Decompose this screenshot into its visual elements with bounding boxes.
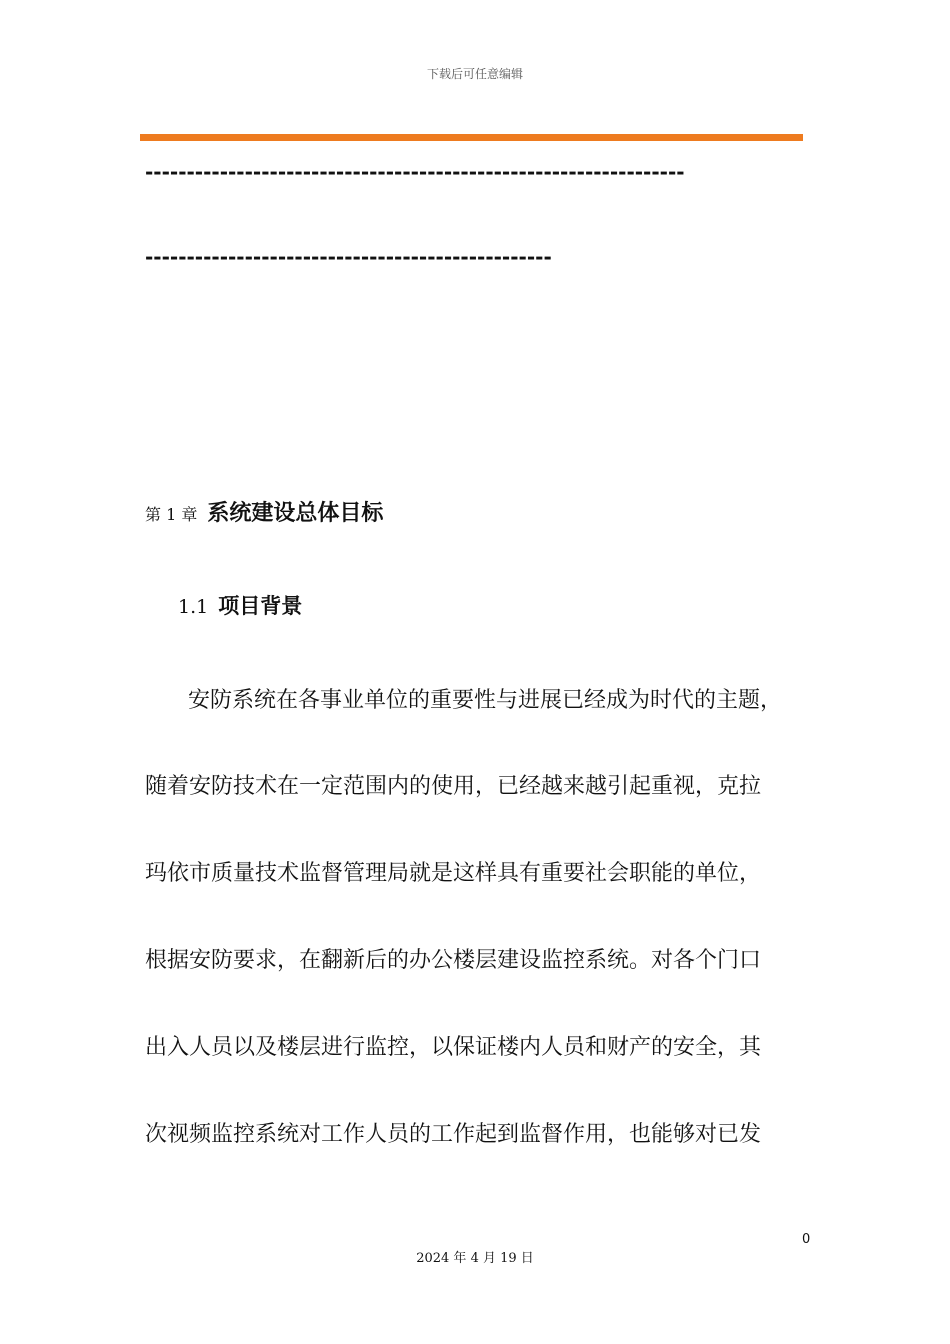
dash-separator-2: ------------------------------------------------- [145, 245, 552, 269]
section-title: 项目背景 [218, 594, 303, 618]
chapter-title: 系统建设总体目标 [207, 501, 384, 526]
chapter-number: 第 1 章 [145, 505, 198, 524]
footer-date: 2024 年 4 月 19 日 [416, 1251, 534, 1266]
chapter-heading [145, 496, 383, 527]
orange-divider [140, 134, 803, 141]
dash-separator-1: ----------------------------------------------------------------- [145, 160, 685, 184]
header-note: 下载后可任意编辑 [426, 67, 523, 81]
paragraph-line: 玛依市质量技术监督管理局就是这样具有重要社会职能的单位， [145, 861, 762, 886]
section-number: 1.1 [178, 596, 209, 618]
section-heading [178, 590, 302, 620]
paragraph-line: 出入人员以及楼层进行监控，以保证楼内人员和财产的安全，其 [145, 1035, 762, 1060]
paragraph-line: 随着安防技术在一定范围内的使用，已经越来越引起重视，克拉 [145, 774, 762, 799]
paragraph-line: 安防系统在各事业单位的重要性与进展已经成为时代的主题， [188, 688, 783, 713]
paragraph-line: 根据安防要求，在翻新后的办公楼层建设监控系统。对各个门口 [145, 948, 762, 973]
paragraph-line: 次视频监控系统对工作人员的工作起到监督作用，也能够对已发 [145, 1122, 762, 1147]
page-number: 0 [802, 1232, 811, 1247]
